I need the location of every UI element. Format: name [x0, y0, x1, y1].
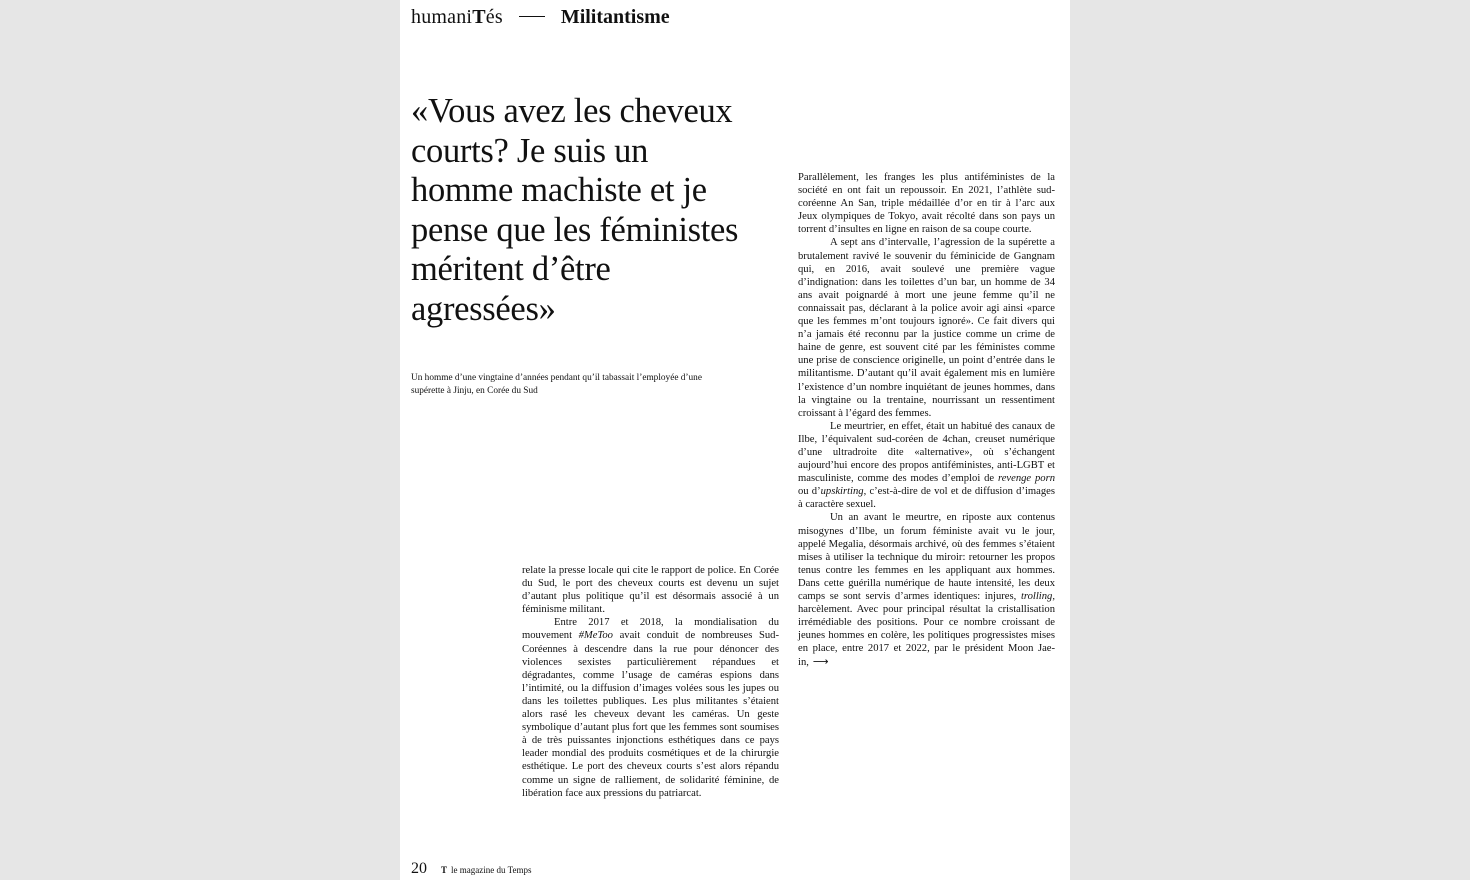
paragraph-text: Un an avant le meurtre, en riposte aux contenus misogynes d’Ilbe, un forum féministe avait vu le jour, appelé Megalia, désormais archivé, où des femmes s’étaient mises à utiliser la technique du miroir: retourner les propos tenus contre les femmes en les appliquant aux hommes. Dans cette guérilla numérique de haute intensité, les deux camps se sont servis d’armes identiques: injures, [798, 512, 1055, 602]
magazine-title: le magazine du Temps [451, 865, 532, 875]
term-revenge-porn: revenge porn [997, 473, 1055, 485]
paragraph-text: Le meurtrier, en effet, était un habitué des canaux de Ilbe, l’équivalent sud-coréen de 4chan, creuset numérique d’une ultradroite dite «alternative», où s’échangent aujourd’hui encore des propos antiféministes, anti-LGBT et masculiniste, comme des modes d’emploi de [798, 420, 1055, 485]
paragraph [798, 511, 1055, 669]
paragraph: Parallèlement, les franges les plus antiféministes de la société en ont fait un repoussoir. En 2021, l’athlète sud-coréenne An San, triple médaillée d’or en tir à l’arc aux Jeux olympiques de Tokyo, avait récolté dans son pays un torrent d’insultes en ligne en raison de sa coupe courte. [798, 172, 1055, 236]
paragraph: A sept ans d’intervalle, l’agression de la supérette a brutalement ravivé le souvenir du féminicide de Gangnam qui, en 2016, avait soulevé une première vague d’indignation: dans les toilettes d’un bar, un homme de 34 ans avait poignardé à mort une jeune femme qu’il ne connaissait pas, déclarant à la police avoir agi ainsi «parce que les femmes m’ont toujours ignoré». Ce fait divers qui n’a jamais été reconnu par la justice comme un crime de haine de genre, est souvent cité par les féministes comme une prise de conscience originelle, un point d’entrée dans le militantisme. D’autant qu’il avait également mis en lumière l’existence d’un nombre inquiétant de jeunes hommes, dans la vingtaine ou la trentaine, nourrissant un ressentiment croissant à l’égard des femmes. [798, 237, 1055, 419]
paragraph-text: avait conduit de nombreuses Sud-Coréennes à descendre dans la rue pour dénoncer des violences sexistes particulièrement répandues et dégradantes, comme l’usage de caméras espions dans l’intimité, ou la diffusion d’images volées sous les jupes ou dans les toilettes publiques. Les plus militantes s’étaient alors rasé les cheveux devant les caméras. Un geste symbolique d’autant plus fort que les femmes sont soumises à de très puissantes injonctions esthétiques dans ce pays leader mondial des produits cosmétiques et de la chirurgie esthétique. Le port des cheveux courts s’est alors répandu comme un signe de ralliement, de solidarité féminine, de libération face aux pressions du patriarcat. [522, 630, 779, 799]
paragraph [522, 616, 779, 799]
article-column-right [798, 171, 1055, 670]
continue-arrow-icon: ⟶ [812, 655, 829, 669]
page-footer [411, 860, 531, 878]
magazine-logo: T [441, 865, 448, 875]
brand-post: és [485, 6, 503, 28]
brand-t: T [472, 6, 486, 28]
paragraph-text: ou d’ [798, 486, 821, 498]
magazine-page [400, 0, 1070, 880]
paragraph-text: , c’est-à-dire de vol et de diffusion d’images à caractère sexuel. [798, 486, 1055, 511]
photo-caption: Un homme d’une vingtaine d’années pendant qu’il tabassait l’employée d’une supérette à Jinju, en Corée du Sud [411, 373, 702, 396]
article-headline: «Vous avez les cheveux courts? Je suis un homme machiste et je pense que les féministes méritent d’être agressées» [411, 92, 739, 328]
hashtag-metoo: #MeToo [578, 630, 613, 642]
section-header [411, 6, 670, 29]
term-upskirting: upskirting [820, 486, 864, 498]
paragraph [798, 420, 1055, 512]
article-column-left [522, 564, 779, 800]
term-trolling: trolling [1020, 591, 1053, 602]
paragraph: relate la presse locale qui cite le rapport de police. En Corée du Sud, le port des cheveux courts est devenu un sujet d’autant plus politique qu’il est désormais associé à un féminisme militant. [522, 565, 779, 616]
paragraph-text: Entre 2017 et 2018, la mondialisation du mouvement [522, 617, 779, 642]
page-number: 20 [411, 860, 427, 877]
section-title: Militantisme [560, 6, 670, 28]
brand-logo [411, 6, 503, 29]
header-divider [519, 16, 545, 17]
brand-pre: humani [411, 6, 473, 28]
paragraph-text: , harcèlement. Avec pour principal résultat la cristallisation irrémédiable des positions. Pour ce nombre croissant de jeunes hommes en colère, les politiques progressistes mises en place, entre 2017 et 2022, par le président Moon Jae-in, [798, 591, 1055, 669]
